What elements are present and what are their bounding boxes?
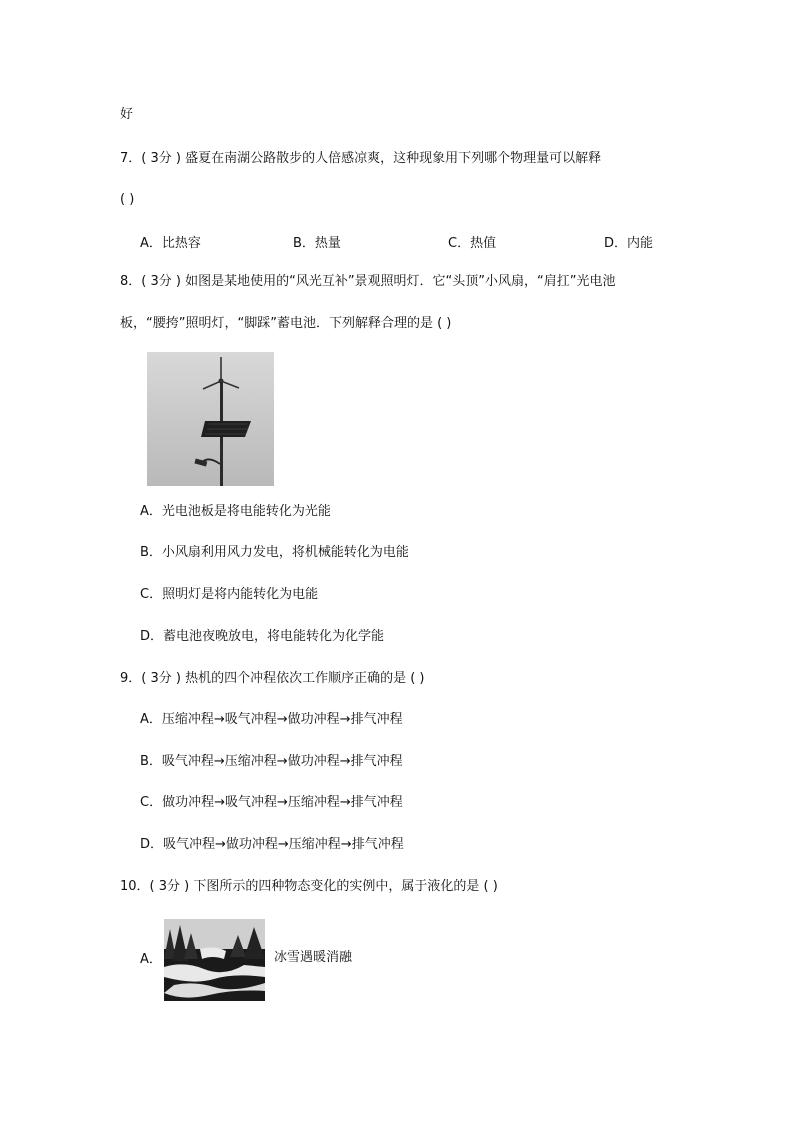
question-7-stem: 7．( 3分 ) 盛夏在南湖公路散步的人倍感凉爽，这种现象用下列哪个物理量可以解释 bbox=[120, 151, 602, 166]
option-a-text: 冰雪遇暖消融 bbox=[274, 950, 353, 965]
option-d[interactable]: D．吸气冲程→做功冲程→压缩冲程→排气冲程 bbox=[140, 837, 404, 852]
option-a[interactable]: A．光电池板是将电能转化为光能 bbox=[140, 504, 331, 519]
continuation-text: 好 bbox=[120, 107, 134, 122]
option-b[interactable]: B．热量 bbox=[293, 236, 341, 251]
question-9-stem: 9．( 3分 ) 热机的四个冲程依次工作顺序正确的是 ( ) bbox=[120, 671, 425, 686]
option-c[interactable]: C．照明灯是将内能转化为电能 bbox=[140, 587, 319, 602]
melting-snow-image bbox=[164, 919, 265, 1001]
wind-solar-lamp-image bbox=[147, 352, 274, 486]
option-d[interactable]: D．内能 bbox=[604, 236, 654, 251]
question-8-stem-line1: 8．( 3分 ) 如图是某地使用的“风光互补”景观照明灯．它“头顶”小风扇，“肩扛”光电池 bbox=[120, 274, 616, 289]
question-8-stem-line2: 板，“腰挎”照明灯，“脚踩”蓄电池．下列解释合理的是 ( ) bbox=[120, 316, 452, 331]
option-b[interactable]: B．小风扇利用风力发电，将机械能转化为电能 bbox=[140, 545, 409, 560]
option-a[interactable]: A．压缩冲程→吸气冲程→做功冲程→排气冲程 bbox=[140, 712, 403, 727]
option-a-label[interactable]: A． bbox=[140, 952, 162, 967]
option-b[interactable]: B．吸气冲程→压缩冲程→做功冲程→排气冲程 bbox=[140, 754, 403, 769]
question-7-blank: ( ) bbox=[120, 192, 135, 207]
option-c[interactable]: C．做功冲程→吸气冲程→压缩冲程→排气冲程 bbox=[140, 795, 403, 810]
option-a[interactable]: A．比热容 bbox=[140, 236, 201, 251]
option-d[interactable]: D．蓄电池夜晚放电，将电能转化为化学能 bbox=[140, 629, 385, 644]
question-10-stem: 10．( 3分 ) 下图所示的四种物态变化的实例中，属于液化的是 ( ) bbox=[120, 879, 498, 894]
option-c[interactable]: C．热值 bbox=[448, 236, 497, 251]
